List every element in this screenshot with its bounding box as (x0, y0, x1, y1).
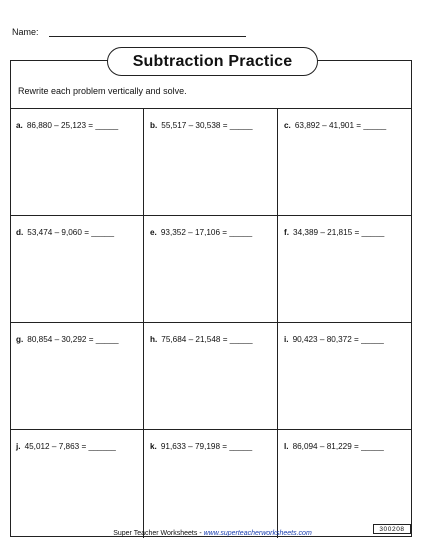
problem-grid (10, 108, 412, 537)
footer-separator: - (197, 530, 204, 537)
problem-letter: g. (16, 335, 24, 344)
problem-text (284, 335, 384, 344)
problem-cell[interactable] (10, 323, 144, 430)
problem-cell[interactable] (10, 430, 144, 538)
problem-text (150, 121, 253, 130)
problem-expression: 34,389 – 21,815 = _____ (293, 228, 385, 237)
problem-cell[interactable] (10, 216, 144, 323)
problem-letter: c. (284, 121, 291, 130)
footer-brand: Super Teacher Worksheets (113, 530, 198, 537)
problem-expression: 45,012 – 7,863 = ______ (24, 442, 116, 451)
problem-letter: h. (150, 335, 158, 344)
problem-letter: j. (16, 442, 21, 451)
problem-text (284, 228, 384, 237)
name-line[interactable] (49, 36, 246, 37)
problem-cell[interactable] (278, 430, 412, 538)
problem-cell[interactable] (278, 109, 412, 216)
problem-letter: i. (284, 335, 289, 344)
problem-text (284, 121, 386, 130)
problem-cell[interactable] (10, 109, 144, 216)
problem-text (150, 335, 253, 344)
problem-letter: a. (16, 121, 23, 130)
name-label: Name: (12, 27, 39, 37)
problem-letter: l. (284, 442, 289, 451)
worksheet-code: 300208 (373, 524, 411, 534)
problem-expression: 91,633 – 79,198 = _____ (160, 442, 253, 451)
problem-letter: d. (16, 228, 24, 237)
problem-text (16, 442, 116, 451)
problem-cell[interactable] (144, 109, 278, 216)
footer (0, 530, 425, 537)
problem-expression: 75,684 – 21,548 = _____ (161, 335, 253, 344)
problem-cell[interactable] (144, 430, 278, 538)
problem-letter: e. (150, 228, 157, 237)
problem-letter: k. (150, 442, 157, 451)
footer-url[interactable]: www.superteacherworksheets.com (203, 530, 312, 537)
problem-letter: b. (150, 121, 158, 130)
problem-expression: 63,892 – 41,901 = _____ (294, 121, 387, 130)
problem-expression: 90,423 – 80,372 = _____ (292, 335, 384, 344)
problem-expression: 93,352 – 17,106 = _____ (160, 228, 253, 237)
problem-cell[interactable] (144, 323, 278, 430)
problem-letter: f. (284, 228, 290, 237)
problem-expression: 80,854 – 30,292 = _____ (27, 335, 119, 344)
problem-cell[interactable] (278, 323, 412, 430)
problem-text (284, 442, 384, 451)
instructions: Rewrite each problem vertically and solve. (18, 86, 187, 96)
problem-expression: 86,880 – 25,123 = _____ (26, 121, 119, 130)
problem-cell[interactable] (278, 216, 412, 323)
problem-text (150, 442, 252, 451)
problem-text (16, 121, 118, 130)
problem-expression: 53,474 – 9,060 = _____ (27, 228, 115, 237)
worksheet-title: Subtraction Practice (107, 47, 318, 76)
problem-expression: 55,517 – 30,538 = _____ (161, 121, 253, 130)
problem-text (150, 228, 252, 237)
problem-cell[interactable] (144, 216, 278, 323)
problem-text (16, 335, 119, 344)
problem-text (16, 228, 114, 237)
problem-expression: 86,094 – 81,229 = _____ (292, 442, 384, 451)
